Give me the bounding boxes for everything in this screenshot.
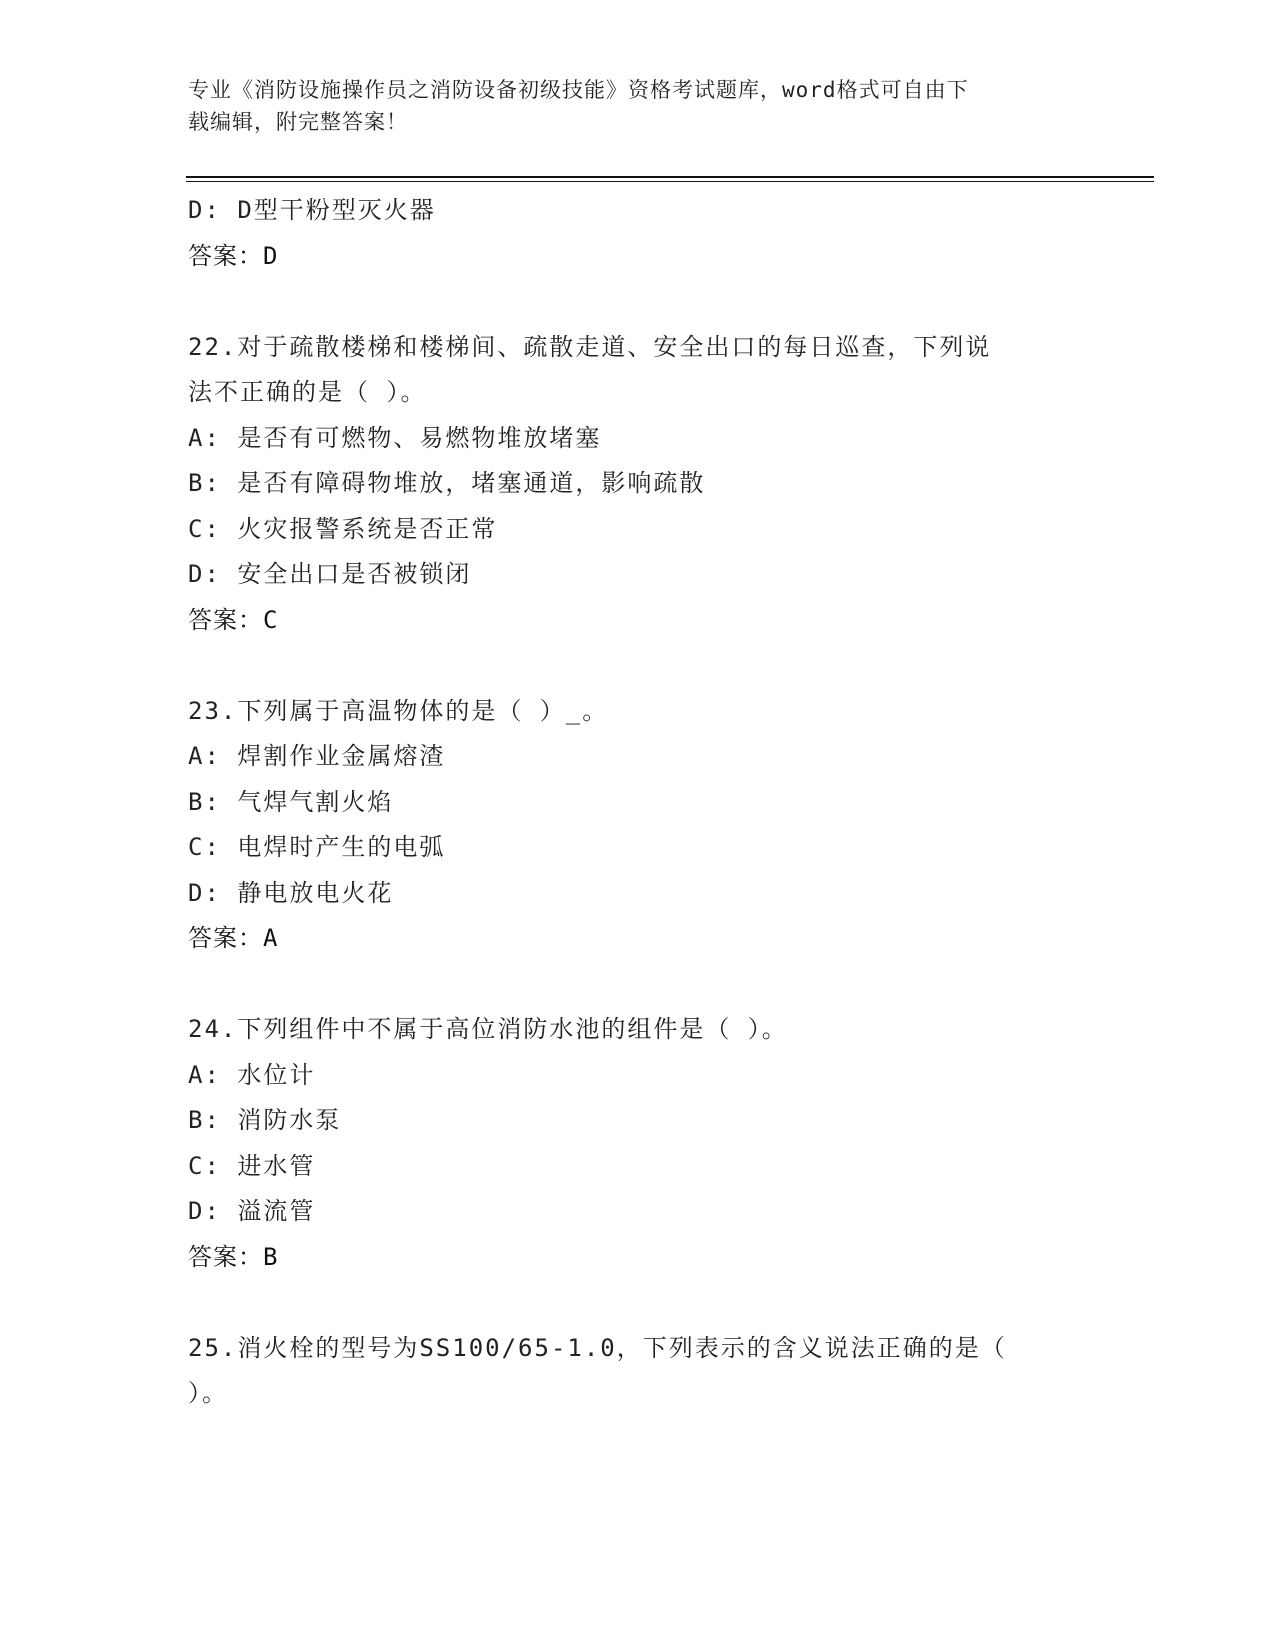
question-stem-cont: 法不正确的是（ ）。 (188, 378, 427, 406)
option-a: A: 是否有可燃物、易燃物堆放堵塞 (188, 423, 602, 452)
answer-value: B (263, 1242, 279, 1271)
option-b: B: 气焊气割火焰 (188, 787, 394, 816)
option-b: B: 是否有障碍物堆放，堵塞通道，影响疏散 (188, 469, 706, 497)
answer-line (188, 598, 1088, 644)
answer-line (188, 234, 1088, 280)
spacer (188, 643, 1088, 689)
option-c: C: 进水管 (188, 1151, 316, 1180)
option-b: B: 消防水泵 (188, 1106, 342, 1134)
option-a: A: 焊割作业金属熔渣 (188, 742, 446, 770)
answer-label: 答案： (188, 241, 263, 270)
question-22 (188, 325, 1088, 644)
header-line-2: 载编辑，附完整答案！ (188, 110, 408, 134)
answer-value: C (263, 605, 279, 634)
spacer (188, 1280, 1088, 1326)
answer-line (188, 1235, 1088, 1281)
question-stem: 24.下列组件中不属于高位消防水池的组件是（ ）。 (188, 1015, 788, 1043)
answer-line (188, 916, 1088, 962)
spacer (188, 962, 1088, 1008)
option-a: A: 水位计 (188, 1060, 316, 1089)
option-d: D: D型干粉型灭火器 (188, 196, 436, 224)
answer-label: 答案： (188, 924, 263, 952)
option-d: D: 安全出口是否被锁闭 (188, 560, 472, 588)
document-header (188, 74, 1068, 138)
question-stem: 23.下列属于高温物体的是（ ）_。 (188, 696, 609, 725)
option-d: D: 静电放电火花 (188, 878, 394, 907)
question-25 (188, 1326, 1088, 1417)
answer-label: 答案： (188, 1242, 263, 1271)
question-content (188, 188, 1088, 1417)
question-stem: 22.对于疏散楼梯和楼梯间、疏散走道、安全出口的每日巡查，下列说 (188, 332, 992, 361)
answer-label: 答案： (188, 605, 263, 634)
question-23 (188, 689, 1088, 962)
option-d: D: 溢流管 (188, 1197, 316, 1225)
question-stem-cont: ）。 (188, 1379, 228, 1407)
option-c: C: 电焊时产生的电弧 (188, 833, 446, 861)
question-stem: 25.消火栓的型号为SS100/65-1.0，下列表示的含义说法正确的是（ (188, 1333, 1007, 1362)
header-line-1: 专业《消防设施操作员之消防设备初级技能》资格考试题库，word格式可自由下 (188, 78, 969, 102)
answer-value: D (263, 241, 279, 270)
option-c: C: 火灾报警系统是否正常 (188, 514, 498, 543)
question-24 (188, 1007, 1088, 1280)
header-divider-thin (186, 181, 1154, 182)
header-divider-thick (186, 176, 1154, 178)
answer-value: A (263, 924, 279, 952)
spacer (188, 279, 1088, 325)
